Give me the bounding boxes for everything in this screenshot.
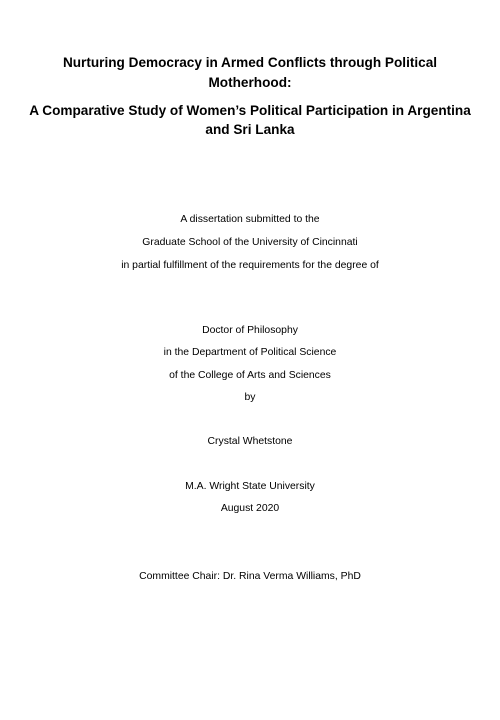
title-line-2: Motherhood: [208,75,292,90]
submission-line-2: Graduate School of the University of Cincinnati [142,237,358,248]
prior-degree: M.A. Wright State University [185,481,315,492]
author-name: Crystal Whetstone [207,436,293,447]
title-line-3: A Comparative Study of Women’s Political Participation in Argentina [29,103,471,118]
committee-chair: Committee Chair: Dr. Rina Verma Williams, PhD [139,571,361,582]
degree-department: in the Department of Political Science [163,347,337,358]
submission-date: August 2020 [220,503,280,514]
submission-line-3: in partial fulfillment of the requirements for the degree of [121,260,379,271]
title-line-4: and Sri Lanka [205,122,295,137]
by-label: by [244,392,256,403]
degree-name: Doctor of Philosophy [202,325,298,336]
submission-line-1: A dissertation submitted to the [180,214,320,225]
degree-college: of the College of Arts and Sciences [169,370,331,381]
title-line-1: Nurturing Democracy in Armed Conflicts through Political [62,55,438,70]
